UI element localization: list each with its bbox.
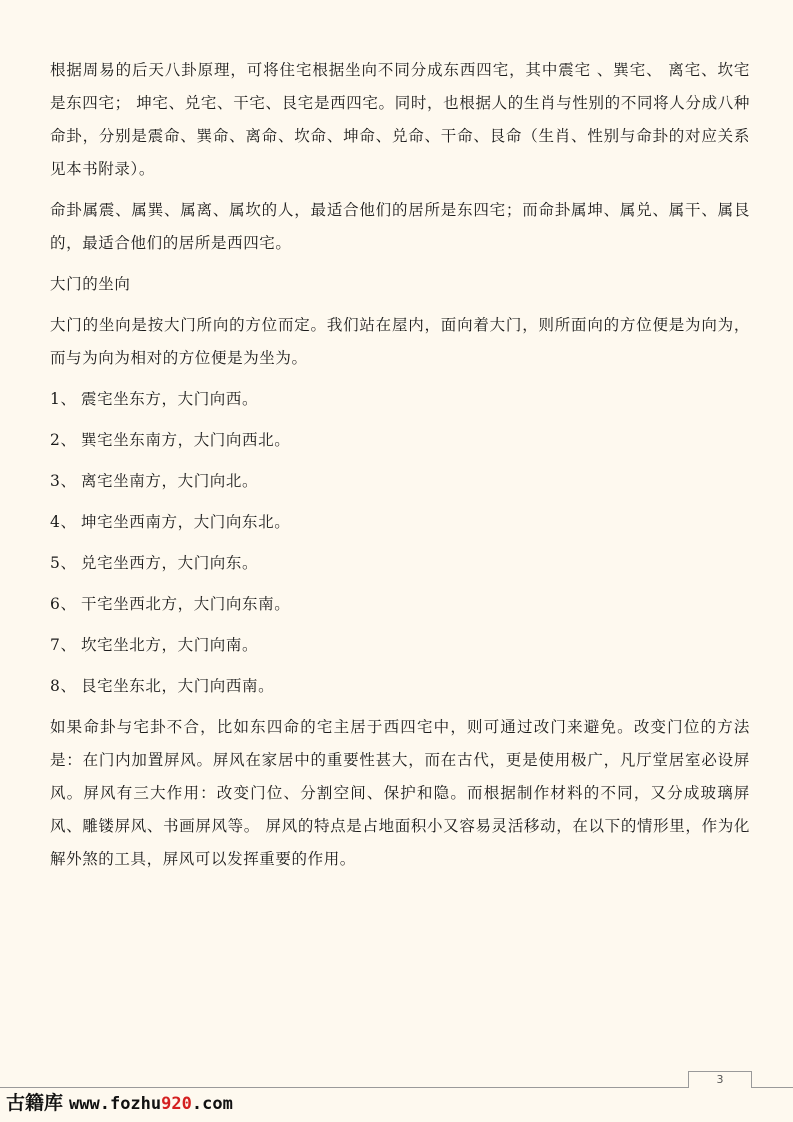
list-number: 7、 <box>50 636 77 654</box>
list-item <box>50 383 750 416</box>
list-number: 8、 <box>50 677 77 695</box>
list-number: 5、 <box>50 554 77 572</box>
list-text: 干宅坐西北方，大门向东南。 <box>81 595 291 613</box>
list-number: 1、 <box>50 390 77 408</box>
paragraph-ming-gua: 命卦属震、属巽、属离、属坎的人，最适合他们的居所是东四宅；而命卦属坤、属兑、属干、属艮的，最适合他们的居所是西四宅。 <box>50 201 750 252</box>
list-number: 4、 <box>50 513 77 531</box>
list-text: 兑宅坐西方，大门向东。 <box>81 554 259 572</box>
list-number: 2、 <box>50 431 77 449</box>
list-text: 震宅坐东方，大门向西。 <box>81 390 259 408</box>
list-number: 6、 <box>50 595 77 613</box>
list-text: 坤宅坐西南方，大门向东北。 <box>81 513 291 531</box>
list-item <box>50 629 750 662</box>
list-item <box>50 670 750 703</box>
page-number: 3 <box>688 1071 752 1088</box>
list-text: 坎宅坐北方，大门向南。 <box>81 636 259 654</box>
site-url-number: 920 <box>161 1094 192 1114</box>
list-text: 离宅坐南方，大门向北。 <box>81 472 259 490</box>
list-item <box>50 506 750 539</box>
paragraph-screen: 如果命卦与宅卦不合，比如东四命的宅主居于西四宅中，则可通过改门来避免。改变门位的方法是：在门内加置屏风。屏风在家居中的重要性甚大，而在古代，更是使用极广，凡厅堂居室必设屏风。屏风有三大作用：改变门位、分割空间、保护和隐。而根据制作材料的不同，又分成玻璃屏风、雕镂屏风、书画屏风等。 屏风的特点是占地面积小又容易灵活移动，在以下的情形里，作为化解外煞的工具，屏风可以发挥重要的作用。 <box>50 718 750 868</box>
paragraph-intro: 根据周易的后天八卦原理，可将住宅根据坐向不同分成东西四宅，其中震宅 、巽宅、 离宅、坎宅是东四宅； 坤宅、兑宅、干宅、艮宅是西四宅。同时，也根据人的生肖与性别的不同将人分成八种命卦，分别是震命、巽命、离命、坎命、坤命、兑命、干命、艮命（生肖、性别与命卦的对应关系见本书附录）。 <box>50 61 750 178</box>
paragraph-door-direction: 大门的坐向是按大门所向的方位而定。我们站在屋内，面向着大门，则所面向的方位便是为向为，而与为向为相对的方位便是为坐为。 <box>50 316 750 367</box>
list-item <box>50 547 750 580</box>
list-item <box>50 424 750 457</box>
document-body <box>50 54 750 876</box>
list-text: 巽宅坐东南方，大门向西北。 <box>81 431 291 449</box>
list-number: 3、 <box>50 472 77 490</box>
logo-text: 古籍库 <box>6 1092 64 1114</box>
list-item <box>50 465 750 498</box>
section-heading: 大门的坐向 <box>50 275 131 293</box>
site-logo[interactable] <box>6 1088 233 1118</box>
site-url-suffix: .com <box>191 1094 233 1114</box>
list-text: 艮宅坐东北，大门向西南。 <box>81 677 275 695</box>
site-url <box>69 1094 233 1114</box>
list-item <box>50 588 750 621</box>
site-url-prefix: www.fozhu <box>69 1094 162 1114</box>
